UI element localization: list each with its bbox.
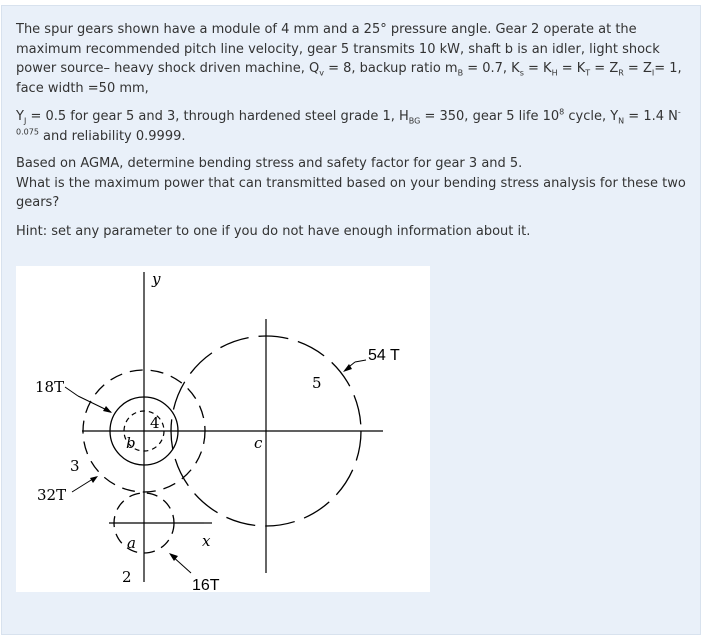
label-gear-5: 5 — [312, 374, 322, 392]
text-run: and reliability 0.9999. — [38, 128, 186, 144]
text-run: The spur gears shown have a module of 4 mm and a 25° pressure angle. Gear 2 operate at the maximum recommended pitch line velocity, gear 5 transmits 10 kW, shaft b is an idler, light shock power source– heavy shock driven machine, Q — [16, 22, 660, 76]
label-18t: 18T — [35, 378, 65, 396]
gear-train-figure — [16, 266, 430, 592]
leader-54t — [355, 360, 366, 362]
arrowhead-18t — [103, 406, 112, 413]
text-run: = 1, face width =50 mm, — [16, 61, 682, 96]
subscript: v — [319, 68, 324, 78]
text-run: = 0.5 for gear 5 and 3, through hardened steel grade 1, H — [26, 109, 409, 124]
label-shaft-a: a — [127, 534, 136, 552]
axis-x-label: x — [202, 532, 211, 550]
label-54t: 54 T — [368, 347, 400, 364]
problem-paragraph-1 — [16, 20, 688, 98]
text-run: Y — [16, 109, 24, 124]
text-run: = 350, gear 5 life 10 — [420, 109, 560, 124]
question-card — [1, 5, 701, 635]
subscript: R — [618, 68, 624, 78]
subscript: I — [651, 68, 655, 78]
axis-y-label: y — [152, 270, 161, 288]
problem-question-1: Based on AGMA, determine bending stress and safety factor for gear 3 and 5. — [16, 156, 523, 171]
text-run: = 0.7, K — [463, 61, 520, 76]
problem-paragraph-2 — [16, 107, 688, 146]
subscript: N — [618, 116, 625, 126]
subscript: J — [23, 116, 27, 126]
text-run: = K — [523, 61, 552, 76]
subscript: B — [457, 68, 464, 78]
superscript: -0.075 — [16, 107, 681, 137]
superscript: 8 — [559, 107, 565, 117]
problem-question-2: What is the maximum power that can transmitted based on your bending stress analysis for these two gears? — [16, 175, 686, 210]
leader-18t — [65, 387, 78, 396]
arrowhead-32t — [90, 476, 98, 483]
text-run: = Z — [590, 61, 619, 76]
text-run: = 1.4 N — [624, 109, 678, 124]
label-32t: 32T — [37, 486, 67, 504]
label-shaft-c: c — [254, 434, 263, 452]
text-run: = K — [557, 61, 586, 76]
label-gear-2: 2 — [122, 568, 132, 586]
subscript: s — [519, 68, 524, 78]
gear-diagram-svg — [16, 266, 430, 592]
label-16t: 16T — [192, 577, 220, 592]
label-gear-3: 3 — [70, 457, 80, 475]
text-run: = Z — [623, 61, 652, 76]
text-run: = 8, backup ratio m — [323, 61, 458, 76]
label-gear-4: 4 — [150, 414, 160, 432]
label-shaft-b: b — [126, 434, 136, 452]
problem-hint: Hint: set any parameter to one if you do not have enough information about it. — [16, 223, 531, 239]
problem-statement — [16, 20, 688, 241]
subscript: BG — [408, 116, 421, 126]
text-run: cycle, Y — [564, 109, 619, 124]
subscript: T — [585, 68, 591, 78]
subscript: H — [551, 68, 558, 78]
